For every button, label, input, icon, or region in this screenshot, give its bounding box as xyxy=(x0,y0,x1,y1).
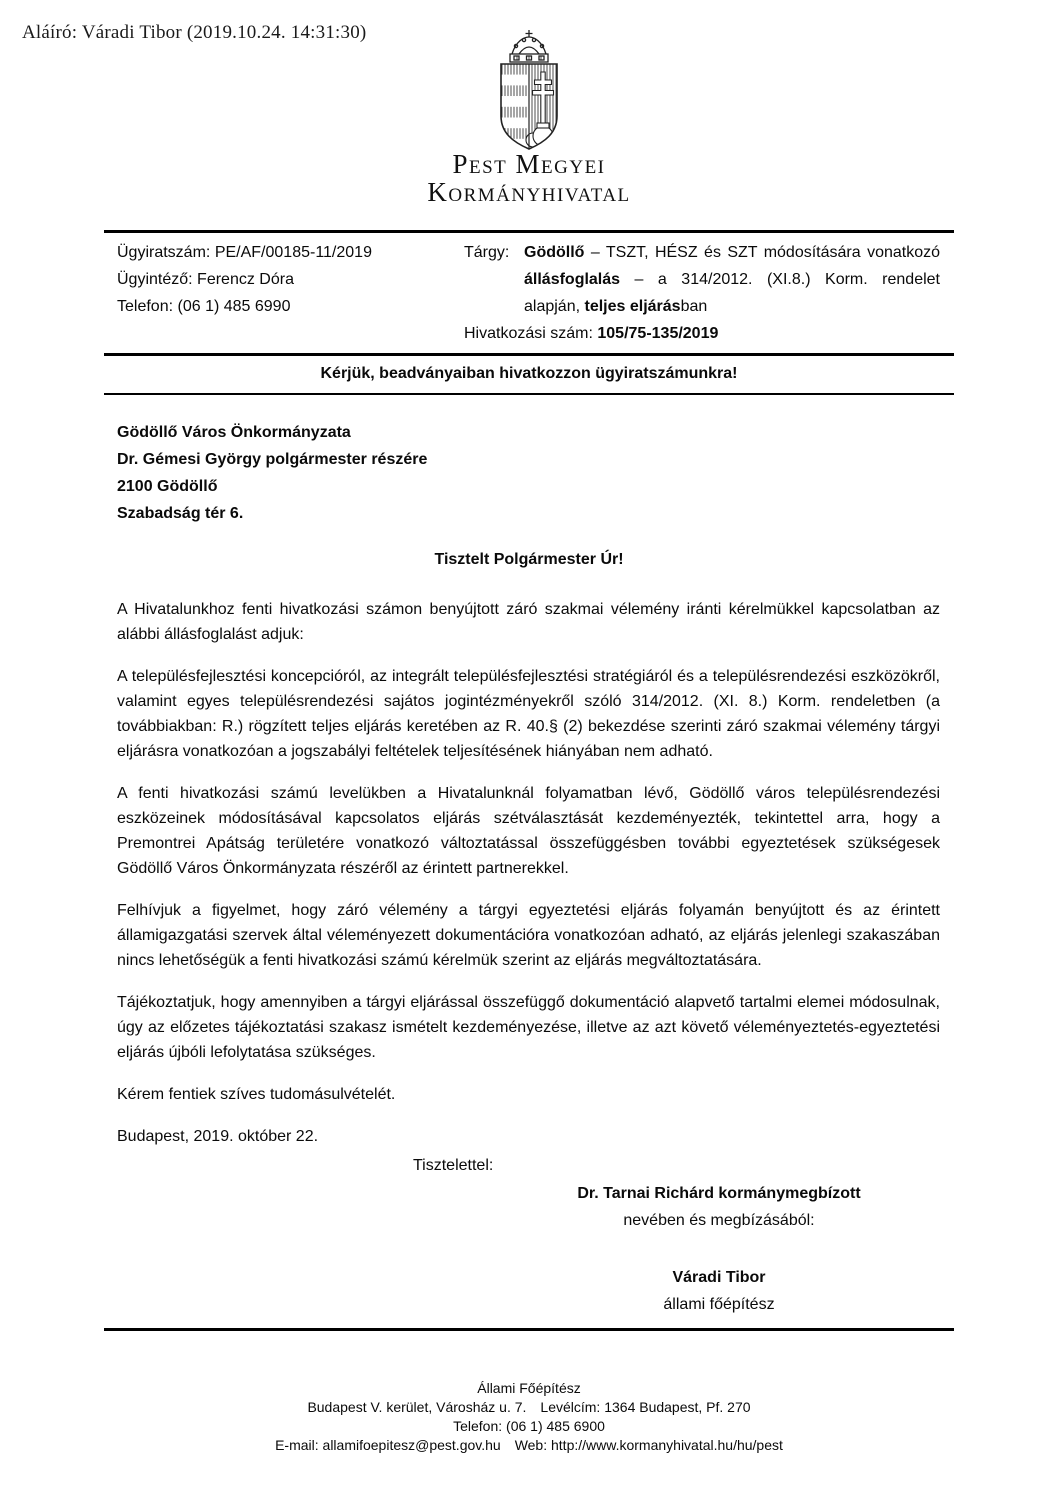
recipient-org: Gödöllő Város Önkormányzata xyxy=(117,424,351,441)
digital-signer-line: Aláíró: Váradi Tibor (2019.10.24. 14:31:30) xyxy=(22,22,367,43)
phone-value: (06 1) 485 6990 xyxy=(177,298,291,315)
case-number-value: PE/AF/00185-11/2019 xyxy=(214,244,372,261)
org-name-line-2: Kormányhivatal xyxy=(427,177,631,207)
subject-seg6: ban xyxy=(680,298,708,315)
case-number-label: Ügyiratszám: xyxy=(117,244,211,261)
footer-street-address: Budapest V. kerület, Városház u. 7. xyxy=(307,1399,527,1415)
date-line: Budapest, 2019. október 22. xyxy=(117,1128,319,1145)
footer-email: E-mail: allamifoepitesz@pest.gov.hu xyxy=(275,1437,501,1453)
closing-regards: Tisztelettel: xyxy=(413,1157,494,1174)
footer-phone: Telefon: (06 1) 485 6900 xyxy=(453,1418,605,1434)
subject-seg4: – a 314/2012. (XI.8.) Korm. rendelet alapján, xyxy=(524,271,940,315)
letter-content xyxy=(104,230,954,1318)
footer-mail-address: Levélcím: 1364 Budapest, Pf. 270 xyxy=(540,1399,751,1415)
signatory-name: Dr. Tarnai Richárd kormánymegbízott xyxy=(577,1185,861,1202)
signer-title: állami főépítész xyxy=(663,1296,775,1313)
phone-label: Telefon: xyxy=(117,298,174,315)
officer-row xyxy=(117,266,464,293)
footer-web: Web: http://www.kormanyhivatal.hu/hu/pest xyxy=(514,1437,783,1453)
subject-town: Gödöllő xyxy=(524,244,585,261)
org-name-line-1: Pest Megyei xyxy=(452,149,606,179)
signer-name: Váradi Tibor xyxy=(672,1269,766,1286)
subject-seg2: – TSZT, HÉSZ és SZT módosítására vonatkozó xyxy=(584,244,940,261)
subject-label: Tárgy: xyxy=(464,244,510,261)
subject-standpoint: állásfoglalás xyxy=(524,271,621,288)
case-number-row xyxy=(117,239,464,266)
recipient-person: Dr. Gémesi György polgármester részére xyxy=(117,451,428,468)
phone-row xyxy=(117,293,464,320)
body-paragraph-1: A Hivatalunkhoz fenti hivatkozási számon benyújtott záró szakmai vélemény iránti kérelmükkel kapcsolatban az alábbi állásfoglalást adjuk: xyxy=(117,601,940,643)
reference-number-value: 105/75-135/2019 xyxy=(597,325,719,342)
reference-header xyxy=(104,230,954,356)
reference-notice: Kérjük, beadványaiban hivatkozzon ügyiratszámunkra! xyxy=(104,356,954,395)
reference-number-row xyxy=(464,320,940,347)
body-paragraph-4: Felhívjuk a figyelmet, hogy záró vélemény a tárgyi egyeztetési eljárás folyamán benyújtott és az érintett államigazgatási szervek által véleményezett dokumentációra vonatkozóan adható, az eljárás jelenlegi szakaszában nincs lehetőségük a fenti hivatkozási számú kérelmük szerint az eljárás megváltoztatására. xyxy=(117,902,940,969)
body-paragraph-3: A fenti hivatkozási számú levelükben a Hivatalunknál folyamatban lévő, Gödöllő város településrendezési eszközeinek módosításával kapcsolatos eljárás szétválasztását kezdeményezték, tekintettel arra, hogy a Premontrei Apátság területére vonatkozó változtatással összefüggésben további egyeztetések szükségesek Gödöllő Város Önkormányzata részéről az érintett partnerekkel. xyxy=(117,785,940,877)
body-paragraph-5: Tájékoztatjuk, hogy amennyiben a tárgyi eljárással összefüggő dokumentáció alapvető tartalmi elemei módosulnak, úgy az előzetes tájékoztatási szakasz ismételt kezdeményezése, illetve az azt követő véleményeztetés-egyeztetési eljárás újbóli lefolytatása szükséges. xyxy=(117,994,940,1061)
hungarian-coat-of-arms-icon xyxy=(483,28,575,150)
footer-contact-line xyxy=(104,1436,954,1455)
footer xyxy=(104,1328,954,1455)
salutation: Tisztelt Polgármester Úr! xyxy=(434,551,624,568)
acknowledgement-line: Kérem fentiek szíves tudomásulvételét. xyxy=(117,1086,396,1103)
on-behalf-line: nevében és megbízásából: xyxy=(623,1212,815,1229)
footer-office-name: Állami Főépítész xyxy=(477,1380,581,1396)
subject-text xyxy=(524,239,940,320)
signature-block xyxy=(509,1180,929,1318)
sender-reference-column xyxy=(104,239,464,347)
subject-row xyxy=(464,239,940,320)
officer-label: Ügyintéző: xyxy=(117,271,193,288)
footer-address-line xyxy=(104,1398,954,1417)
reference-number-label: Hivatkozási szám: xyxy=(464,325,593,342)
officer-value: Ferencz Dóra xyxy=(197,271,294,288)
subject-column xyxy=(464,239,954,347)
subject-procedure: teljes eljárás xyxy=(584,298,681,315)
recipient-address xyxy=(104,419,954,527)
letterhead xyxy=(0,28,1058,206)
recipient-street: Szabadság tér 6. xyxy=(117,505,244,522)
recipient-zip-city: 2100 Gödöllő xyxy=(117,478,218,495)
body-paragraph-2: A településfejlesztési koncepcióról, az integrált településfejlesztési stratégiáról és a településrendezési eszközökről, valamint egyes településrendezési sajátos jogintézményekről szóló 314/2012. (XI. 8.) Korm. rendeletben (a továbbiakban: R.) rögzített teljes eljárás keretében az R. 40.§ (2) bekezdése szerinti záró szakmai vélemény tárgyi eljárásra vonatkozóan a jogszabályi feltételek teljesítésének hiányában nem adható. xyxy=(117,668,940,760)
